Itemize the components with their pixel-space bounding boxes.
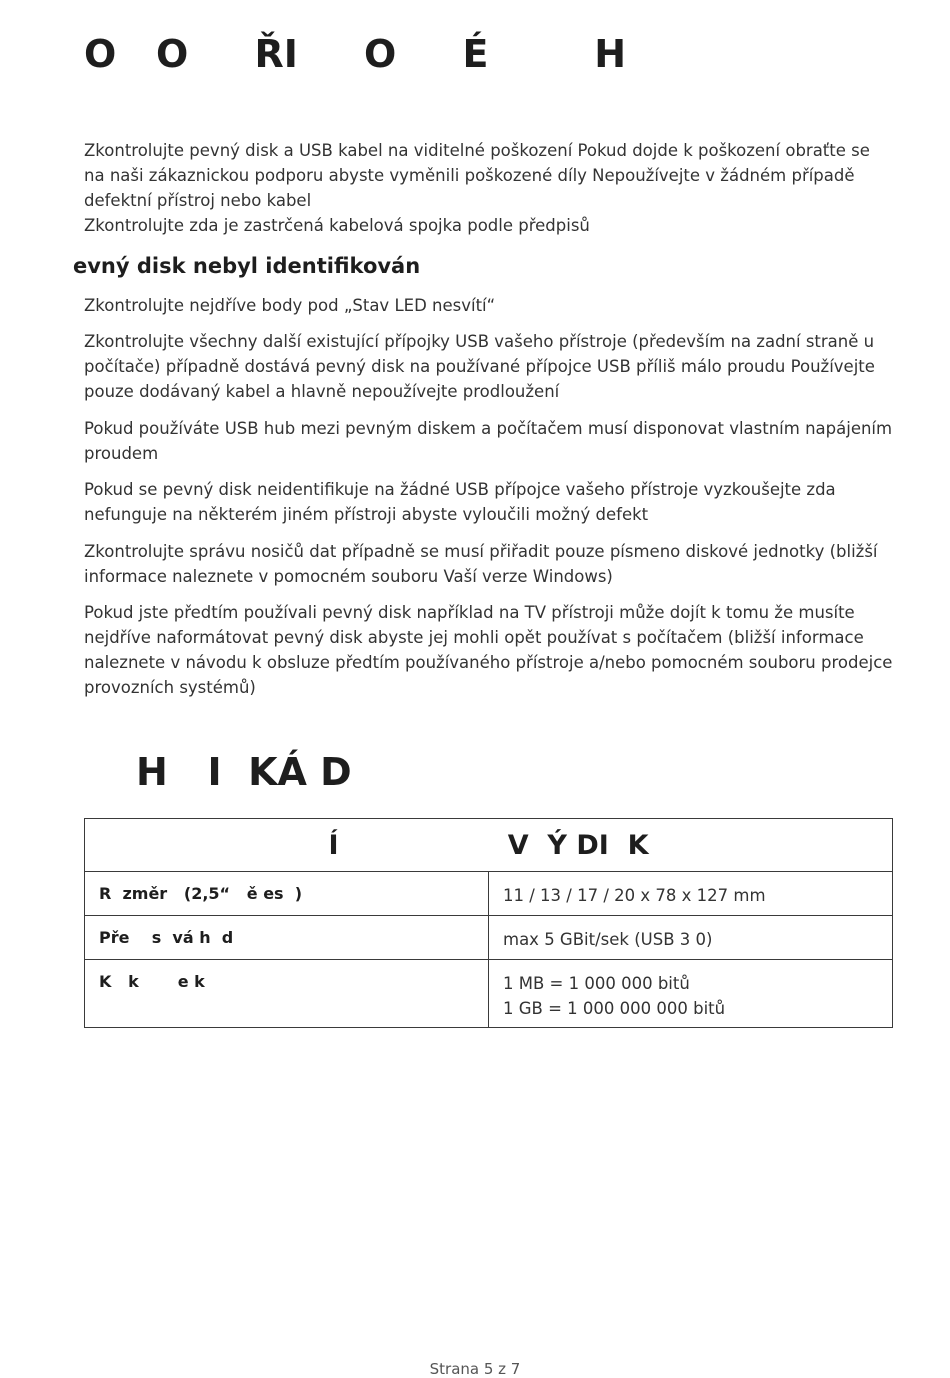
table-header: Í V Ý DI K xyxy=(85,819,893,872)
specifications-table xyxy=(84,818,893,1028)
row-label: Pře s vá h d xyxy=(85,916,489,960)
value-line: 1 MB = 1 000 000 bitů xyxy=(503,974,690,993)
troubleshoot-paragraph-3: Pokud používáte USB hub mezi pevným diskem a počítačem musí disponovat vlastním napájením proudem xyxy=(84,419,893,463)
specs-section-title: H I KÁ D xyxy=(136,750,352,794)
table-row xyxy=(85,872,893,916)
section-subheading: evný disk nebyl identifikován xyxy=(73,254,421,278)
row-label: K k e k xyxy=(85,960,489,1028)
page-title: O O ŘI O É H xyxy=(84,32,627,76)
row-value: 11 / 13 / 17 / 20 x 78 x 127 mm xyxy=(489,872,893,916)
troubleshoot-paragraph-1: Zkontrolujte nejdříve body pod „Stav LED nesvítí“ xyxy=(84,296,496,315)
troubleshoot-paragraph-2: Zkontrolujte všechny další existující přípojky USB vašeho přístroje (především na zadní straně u počítače) případně dostává pevný disk na používané přípojce USB příliš málo proudu Používejte pouze dodávaný kabel a hlavně nepoužívejte prodloužení xyxy=(84,332,875,401)
intro-paragraph-2: Zkontrolujte zda je zastrčená kabelová spojka podle předpisů xyxy=(84,216,590,235)
row-value xyxy=(489,960,893,1028)
row-value: max 5 GBit/sek (USB 3 0) xyxy=(489,916,893,960)
troubleshoot-paragraph-4: Pokud se pevný disk neidentifikuje na žádné USB přípojce vašeho přístroje vyzkoušejte zda nefunguje na některém jiném přístroji abyste vyloučili možný defekt xyxy=(84,480,836,524)
troubleshoot-paragraph-5: Zkontrolujte správu nosičů dat případně se musí přiřadit pouze písmeno diskové jednotky (bližší informace naleznete v pomocném souboru Vaší verze Windows) xyxy=(84,542,878,586)
troubleshoot-paragraph-6: Pokud jste předtím používali pevný disk například na TV přístroji může dojít k tomu že musíte nejdříve naformátovat pevný disk abyste jej mohli opět používat s počítačem (bližší informace naleznete v návodu k obsluze předtím používaného přístroje a/nebo pomocném souboru prodejce provozních systémů) xyxy=(84,603,893,697)
row-label: R změr (2,5“ ě es ) xyxy=(85,872,489,916)
table-header-row xyxy=(85,819,893,872)
value-line: 1 GB = 1 000 000 000 bitů xyxy=(503,999,726,1018)
table-row xyxy=(85,916,893,960)
page-footer: Strana 5 z 7 xyxy=(429,1360,521,1378)
table-row xyxy=(85,960,893,1028)
intro-paragraph-1: Zkontrolujte pevný disk a USB kabel na viditelné poškození Pokud dojde k poškození obraťte se na naši zákaznickou podporu abyste vyměnili poškozené díly Nepoužívejte v žádném případě defektní přístroj nebo kabel xyxy=(84,141,870,210)
